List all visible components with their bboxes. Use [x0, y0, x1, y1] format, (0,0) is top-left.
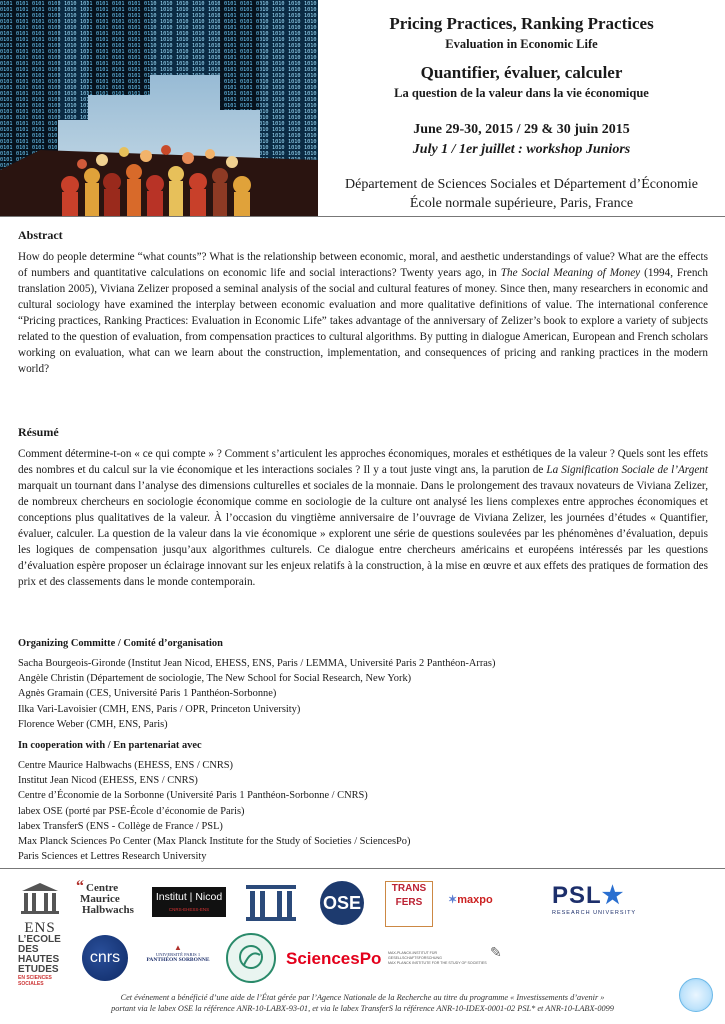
committee-member: Agnès Gramain (CES, Université Paris 1 Panthéon-Sorbonne) [18, 688, 277, 700]
resume-book-title: La Signification Sociale de l’Argent [546, 464, 708, 476]
partner-list [18, 758, 708, 864]
cover-illustration [0, 0, 318, 216]
footer-line-1: Cet événement a bénéficié d’une aide de l’État gérée par l’Agence Nationale de la Recherche au titre du programme « Investissements d’avenir » [120, 993, 605, 1002]
psl-star-icon: ★ [601, 882, 625, 909]
title-en: Pricing Practices, Ranking Practices [389, 14, 654, 33]
resume-text: Comment détermine-t-on « ce qui compte » ? Comment s’articulent les approches économiques, morales et esthétiques de la valeur ? Quels sont les effets des nombres et du calcul sur la vie économique et les interactions sociales ? Il y a tout juste vingt ans, la parution de La Signification Sociale de l’Argent marquait un tournant dans l’analyse des dimensions culturelles et sociales de la monnaie. Dans le prolongement des travaux novateurs de Viviana Zelizer, de nombreux chercheurs en sociologie économique comme en sociologie de la culture ont analysé les liens complexes entre approches économiques et conceptions plus qualitatives de la valeur. À l’occasion du vingtième anniversaire de l’ouvrage de Viviana Zelizer, les journées d’études « Quantifier, évaluer, calculer. La question de la valeur dans la vie économique » explorent une série de questions soulevées par les phénomènes d’évaluation, depuis les logiques de compensation jusqu’aux algorithmes culturels. Ce dialogue entre chercheurs américains et européens intéressés par les questions d’évaluation espère proposer un éclairage innovant sur les enjeux relatifs à la construction, à la mise en œuvre et aux effets des pratiques de formation des prix et des classements dans le monde contemporain. [18, 448, 708, 588]
event-dates: June 29-30, 2015 / 29 & 30 juin 2015 [413, 122, 630, 137]
sciencespo-logo: SciencesPo [286, 949, 382, 968]
resume-heading: Résumé [18, 425, 59, 439]
partner-item: Max Planck Sciences Po Center (Max Planck Institute for the Study of Societies / SciencesPo) [18, 836, 411, 848]
department: Département de Sciences Sociales et Département d’Économie [345, 177, 698, 192]
title-fr: Quantifier, évaluer, calculer [420, 63, 623, 82]
workshop-date: July 1 / 1er juillet : workshop Juniors [412, 142, 631, 157]
committee-heading: Organizing Committe / Comité d’organisation [18, 638, 223, 649]
mpifg-owl-icon: ✎ [490, 946, 502, 961]
committee-member: Sacha Bourgeois-Gironde (Institut Jean Nicod, EHESS, ENS, Paris / LEMMA, Université Paris 2 Panthéon-Arras) [18, 658, 496, 669]
psl-logo: PSL★ RESEARCH UNIVERSITY [552, 882, 637, 916]
funding-footer [0, 992, 725, 1014]
abstract-text: How do people determine “what counts”? What is the relationship between economic, moral, and aesthetic understandings of value? What are the effects of numbers and quantitative calculations on economic life and social interactions? Twenty years ago, in The Social Meaning of Money (1994, French translation 2005), Viviana Zelizer proposed a seminal analysis of the social and cultural features of money. Since then, many researchers in economic and cultural sociology have examined the interplay between economic evaluation and more qualitative definitions of value. The international conference “Pricing practices, Ranking Practices: Evaluation in Economic Life” takes advantage of the anniversary of Zelizer’s book to explore a variety of subjects related to the question of evaluation, from compensation practices to cultural algorithms. By putting in dialogue American, European and French scholars working on evaluation, what can we learn about the construction, implementation, and consequences of pricing and ranking practices in the modern world? [18, 251, 708, 375]
ens-logo: ENS [18, 881, 62, 931]
partner-item: labex OSE (porté par PSE-École d’économie de Paris) [18, 805, 245, 817]
maxpo-logo: ✶maxpo [448, 894, 493, 906]
transfers-logo: TRANS FERS [385, 881, 433, 927]
institution: École normale supérieure, Paris, France [409, 196, 634, 211]
ces-columns-icon [244, 883, 298, 923]
subtitle-fr: La question de la valeur dans la vie économique [394, 86, 649, 100]
ehess-logo: L’ECOLE DES HAUTES ETUDES EN SCIENCES SOCIALES [18, 934, 61, 987]
header-divider [0, 216, 725, 217]
committee-member: Angèle Christin (Département de sociologie, The New School for Social Research, New York) [18, 673, 412, 685]
cnrs-logo: cnrs [82, 935, 128, 981]
committee-member: Florence Weber (CMH, ENS, Paris) [18, 718, 168, 730]
mpifg-logo: MAX-PLANCK-INSTITUT FÜR GESELLSCHAFTSFORSCHUNG MAX PLANCK INSTITUTE FOR THE STUDY OF SOCIETIES [388, 951, 487, 965]
pantheon-sorbonne-logo: ▲ UNIVERSITÉ PARIS 1 PANTHÉON SORBONNE [146, 943, 210, 963]
minerva-icon [228, 935, 274, 981]
committee-list [18, 656, 708, 732]
maxpo-star-icon: ✶ [448, 894, 458, 906]
committee-member: Ilka Vari-Lavoisier (CMH, ENS, Paris / OPR, Princeton University) [18, 703, 301, 715]
pantheon-dome-icon: ▲ [174, 943, 182, 952]
quote-icon: “ [76, 878, 84, 895]
ose-logo: OSE [320, 881, 364, 925]
footer-line-2: portant via le labex OSE la référence ANR-10-LABX-93-01, et via le labex TransferS la référence ANR-10-IDEX-0001-02 PSL* et ANR-10-LABX-0099 [111, 1004, 614, 1013]
max-planck-minerva-logo [226, 933, 276, 983]
binary-city-illustration [0, 0, 318, 216]
abstract-heading: Abstract [18, 228, 63, 242]
header [0, 0, 725, 216]
partner-item: Centre d’Économie de la Sorbonne (Université Paris 1 Panthéon-Sorbonne / CNRS) [18, 790, 368, 802]
nicod-logo: Institut | Nicod CNRS-EHESS-ENS [152, 887, 226, 917]
partner-logos [0, 875, 725, 990]
logos-divider [0, 868, 725, 869]
ens-building-icon [18, 881, 62, 915]
partner-item: Centre Maurice Halbwachs (EHESS, ENS / CNRS) [18, 760, 233, 771]
subtitle-en: Evaluation in Economic Life [445, 37, 598, 51]
cmh-logo: “ Centre Maurice Halbwachs [76, 878, 134, 916]
abstract-book-title: The Social Meaning of Money [500, 267, 641, 279]
partner-item: labex TransferS (ENS - Collège de France / PSL) [18, 820, 223, 832]
cooperation-heading: In cooperation with / En partenariat avec [18, 740, 202, 751]
partner-item: Paris Sciences et Lettres Research University [18, 851, 207, 863]
partner-item: Institut Jean Nicod (EHESS, ENS / CNRS) [18, 775, 198, 787]
ces-logo [244, 883, 298, 928]
